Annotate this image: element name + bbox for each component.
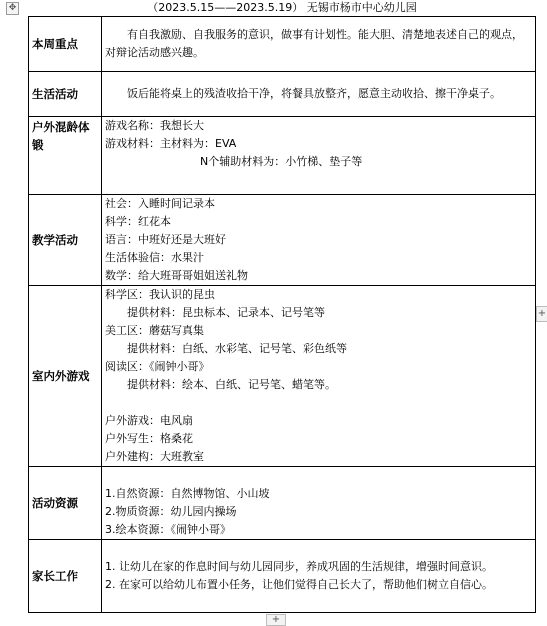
resources-line: 2.物质资源：幼儿园内操场 (105, 505, 237, 518)
games-line: 提供材料：绘本、白纸、记号笔、蜡笔等。 (127, 378, 336, 391)
teaching-line: 科学：红花本 (105, 215, 171, 228)
row-content-parents[interactable] (102, 540, 536, 613)
teaching-line: 社会：入睡时间记录本 (105, 197, 215, 210)
outdoor-line: 游戏材料：主材料为：EVA (105, 137, 237, 150)
add-icon[interactable]: + (536, 306, 547, 322)
teaching-line: 生活体验信：水果汁 (105, 251, 204, 264)
row-content-life[interactable] (102, 72, 536, 117)
weekly-plan-table (28, 16, 536, 613)
games-line: 户外建构：大班教室 (105, 450, 204, 463)
move-handle-icon[interactable]: ✥ (6, 2, 19, 15)
table-row-outdoor (29, 117, 536, 195)
row-content-teaching[interactable] (102, 195, 536, 286)
row-label-parents: 家长工作 (29, 540, 102, 613)
games-line: 户外写生：格桑花 (105, 432, 193, 445)
row-label-outdoor: 户外混龄体锻 (29, 117, 102, 195)
table-row-resources (29, 467, 536, 540)
games-line: 提供材料：白纸、水彩笔、记号笔、彩色纸等 (127, 342, 347, 355)
row-content-focus[interactable] (102, 17, 536, 72)
resources-line: 1.自然资源：自然博物馆、小山坡 (105, 487, 270, 500)
games-line: 户外游戏：电风扇 (105, 414, 193, 427)
games-line: 提供材料：昆虫标本、记录本、记号笔等 (127, 306, 325, 319)
table-row-focus (29, 17, 536, 72)
table-row-parents (29, 540, 536, 613)
life-text: 饭后能将桌上的残渣收拾干净，将餐具放整齐，愿意主动收拾、擦干净桌子。 (127, 87, 501, 100)
table-row-teaching (29, 195, 536, 286)
teaching-line: 数学：给大班哥哥姐姐送礼物 (105, 269, 248, 282)
parents-item: 1. 让幼儿在家的作息时间与幼儿园同步，养成巩固的生活规律，增强时间意识。 (105, 560, 493, 573)
row-label-resources: 活动资源 (29, 467, 102, 540)
document-header: （2023.5.15——2023.5.19） 无锡市杨市中心幼儿园 (147, 1, 417, 14)
games-line: 阅读区：《闹钟小哥》 (105, 360, 210, 373)
games-line: 美工区：蘑菇写真集 (105, 324, 204, 337)
table-row-life (29, 72, 536, 117)
games-line: 科学区：我认识的昆虫 (105, 288, 215, 301)
table-row-games (29, 286, 536, 467)
parents-item: 2. 在家可以给幼儿布置小任务，让他们觉得自己长大了，帮助他们树立自信心。 (105, 578, 493, 591)
row-label-games: 室内外游戏 (29, 286, 102, 467)
focus-text: 有自我激励、自我服务的意识，做事有计划性。能大胆、清楚地表述自己的观点，对辩论活动感兴趣。 (105, 28, 523, 59)
games-blank-line (105, 394, 532, 412)
row-label-life: 生活活动 (29, 72, 102, 117)
row-label-teaching: 教学活动 (29, 195, 102, 286)
teaching-line: 语言：中班好还是大班好 (105, 233, 226, 246)
resources-line: 3.绘本资源：《闹钟小哥》 (105, 523, 231, 536)
add-icon[interactable]: + (266, 614, 286, 626)
outdoor-line: 游戏名称：我想长大 (105, 119, 204, 132)
row-content-games[interactable] (102, 286, 536, 467)
row-content-outdoor[interactable] (102, 117, 536, 195)
row-label-focus: 本周重点 (29, 17, 102, 72)
row-content-resources[interactable] (102, 467, 536, 540)
outdoor-line: N个辅助材料为：小竹梯、垫子等 (200, 155, 363, 168)
